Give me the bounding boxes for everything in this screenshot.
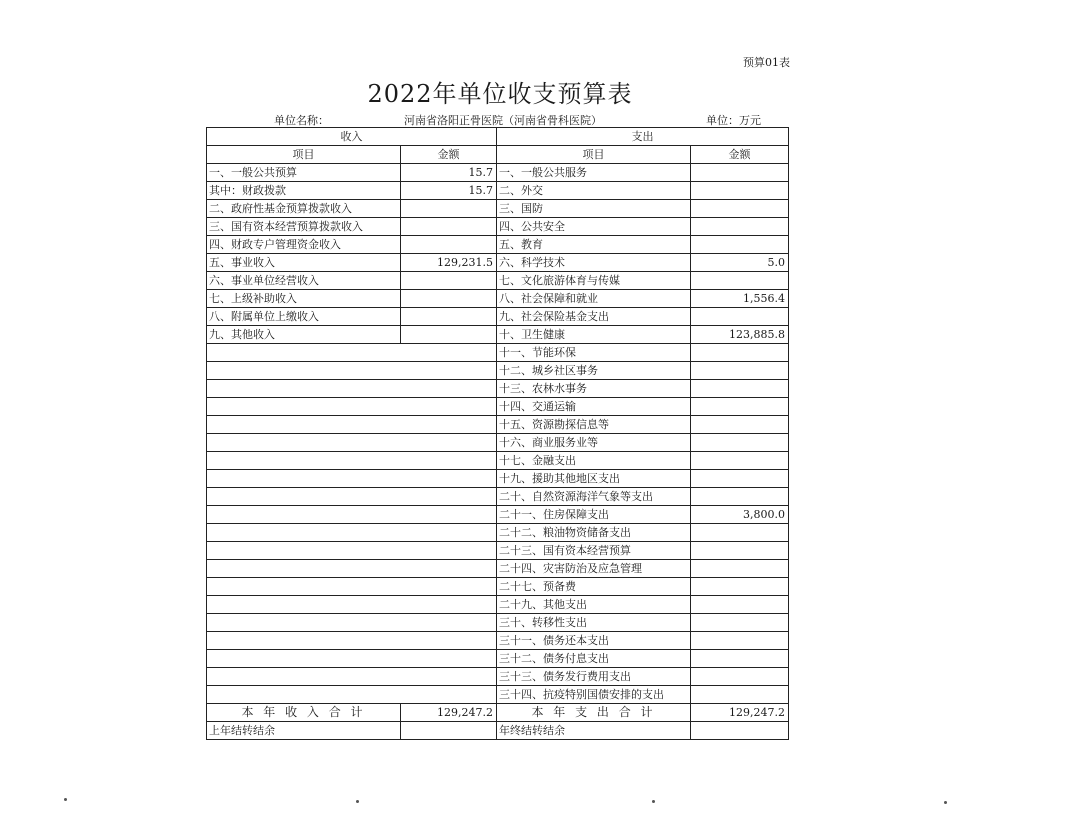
expense-amount-cell	[691, 344, 789, 362]
table-row	[207, 254, 789, 272]
expense-amount-cell	[691, 524, 789, 542]
empty-income-cell	[207, 452, 497, 470]
expense-amount-cell	[691, 182, 789, 200]
table-row	[207, 452, 789, 470]
income-item-cell: 三、国有资本经营预算拨款收入	[207, 218, 401, 236]
expense-item-cell: 三十四、抗疫特别国债安排的支出	[497, 686, 691, 704]
income-total-amount: 129,247.2	[401, 704, 497, 722]
expense-amount-cell	[691, 416, 789, 434]
expense-amount-cell	[691, 650, 789, 668]
expense-amount-cell	[691, 560, 789, 578]
income-item-cell: 五、事业收入	[207, 254, 401, 272]
expense-item-cell: 五、教育	[497, 236, 691, 254]
table-row	[207, 164, 789, 182]
expense-amount-cell	[691, 308, 789, 326]
empty-income-cell	[207, 650, 497, 668]
table-row	[207, 416, 789, 434]
table-row	[207, 524, 789, 542]
expense-item-cell: 三、国防	[497, 200, 691, 218]
table-row	[207, 326, 789, 344]
expense-item-cell: 二十二、粮油物资储备支出	[497, 524, 691, 542]
empty-income-cell	[207, 614, 497, 632]
table-row	[207, 686, 789, 704]
expense-amount-cell	[691, 686, 789, 704]
expense-item-cell: 十一、节能环保	[497, 344, 691, 362]
table-row	[207, 650, 789, 668]
carryover-row	[207, 722, 789, 740]
expense-amount-cell	[691, 164, 789, 182]
income-amount-cell	[401, 326, 497, 344]
expense-item-header: 项目	[497, 146, 691, 164]
income-item-cell: 一、一般公共预算	[207, 164, 401, 182]
table-row	[207, 596, 789, 614]
table-row	[207, 542, 789, 560]
expense-amount-cell	[691, 578, 789, 596]
table-row	[207, 506, 789, 524]
table-row	[207, 434, 789, 452]
empty-income-cell	[207, 434, 497, 452]
expense-amount-header: 金额	[691, 146, 789, 164]
expense-total-amount: 129,247.2	[691, 704, 789, 722]
income-amount-cell	[401, 218, 497, 236]
empty-income-cell	[207, 578, 497, 596]
empty-income-cell	[207, 488, 497, 506]
expense-amount-cell	[691, 218, 789, 236]
expense-item-cell: 十五、资源勘探信息等	[497, 416, 691, 434]
income-section-header: 收入	[207, 128, 497, 146]
expense-item-cell: 二十三、国有资本经营预算	[497, 542, 691, 560]
income-amount-cell: 129,231.5	[401, 254, 497, 272]
empty-income-cell	[207, 416, 497, 434]
table-row	[207, 308, 789, 326]
expense-amount-cell	[691, 470, 789, 488]
unit-label: 单位：万元	[706, 114, 761, 127]
scan-speck	[944, 801, 947, 804]
expense-carryover-label: 年终结转结余	[497, 722, 691, 740]
empty-income-cell	[207, 470, 497, 488]
column-header-row	[207, 146, 789, 164]
unit-name-label: 单位名称：	[274, 114, 329, 127]
empty-income-cell	[207, 362, 497, 380]
expense-item-cell: 二十一、住房保障支出	[497, 506, 691, 524]
expense-item-cell: 三十三、债务发行费用支出	[497, 668, 691, 686]
income-amount-cell: 15.7	[401, 164, 497, 182]
expense-amount-cell	[691, 596, 789, 614]
expense-item-cell: 四、公共安全	[497, 218, 691, 236]
expense-item-cell: 二、外交	[497, 182, 691, 200]
income-item-cell: 八、附属单位上缴收入	[207, 308, 401, 326]
income-amount-cell	[401, 272, 497, 290]
section-header-row	[207, 128, 789, 146]
expense-item-cell: 十七、金融支出	[497, 452, 691, 470]
table-row	[207, 560, 789, 578]
expense-item-cell: 十二、城乡社区事务	[497, 362, 691, 380]
expense-amount-cell	[691, 236, 789, 254]
expense-item-cell: 三十、转移性支出	[497, 614, 691, 632]
income-carryover-label: 上年结转结余	[207, 722, 401, 740]
table-row	[207, 200, 789, 218]
income-amount-header: 金额	[401, 146, 497, 164]
income-item-cell: 四、财政专户管理资金收入	[207, 236, 401, 254]
table-row	[207, 236, 789, 254]
table-row	[207, 614, 789, 632]
income-amount-cell: 15.7	[401, 182, 497, 200]
expense-item-cell: 十三、农林水事务	[497, 380, 691, 398]
page-title: 2022年单位收支预算表	[367, 80, 633, 108]
table-row	[207, 290, 789, 308]
expense-item-cell: 七、文化旅游体育与传媒	[497, 272, 691, 290]
expense-item-cell: 二十七、预备费	[497, 578, 691, 596]
expense-amount-cell	[691, 668, 789, 686]
expense-carryover-amount	[691, 722, 789, 740]
empty-income-cell	[207, 668, 497, 686]
empty-income-cell	[207, 524, 497, 542]
income-item-cell: 九、其他收入	[207, 326, 401, 344]
empty-income-cell	[207, 344, 497, 362]
table-row	[207, 578, 789, 596]
expense-amount-cell	[691, 542, 789, 560]
empty-income-cell	[207, 596, 497, 614]
expense-section-header: 支出	[497, 128, 789, 146]
scan-speck	[356, 800, 359, 803]
expense-amount-cell	[691, 398, 789, 416]
scan-speck	[64, 798, 67, 801]
expense-item-cell: 二十九、其他支出	[497, 596, 691, 614]
expense-amount-cell	[691, 200, 789, 218]
expense-amount-cell	[691, 362, 789, 380]
form-code: 预算01表	[743, 56, 790, 69]
unit-name-value: 河南省洛阳正骨医院（河南省骨科医院）	[404, 114, 602, 127]
table-row	[207, 380, 789, 398]
expense-amount-cell: 5.0	[691, 254, 789, 272]
expense-amount-cell: 3,800.0	[691, 506, 789, 524]
expense-item-cell: 六、科学技术	[497, 254, 691, 272]
income-item-cell: 其中：财政拨款	[207, 182, 401, 200]
expense-amount-cell: 1,556.4	[691, 290, 789, 308]
table-row	[207, 632, 789, 650]
total-row	[207, 704, 789, 722]
table-row	[207, 344, 789, 362]
expense-item-cell: 三十一、债务还本支出	[497, 632, 691, 650]
expense-amount-cell	[691, 452, 789, 470]
empty-income-cell	[207, 398, 497, 416]
income-amount-cell	[401, 290, 497, 308]
budget-table	[206, 127, 789, 740]
expense-total-label: 本 年 支 出 合 计	[497, 704, 691, 722]
expense-item-cell: 九、社会保险基金支出	[497, 308, 691, 326]
expense-item-cell: 二十、自然资源海洋气象等支出	[497, 488, 691, 506]
table-row	[207, 470, 789, 488]
expense-amount-cell: 123,885.8	[691, 326, 789, 344]
empty-income-cell	[207, 686, 497, 704]
income-amount-cell	[401, 200, 497, 218]
table-row	[207, 362, 789, 380]
expense-item-cell: 十、卫生健康	[497, 326, 691, 344]
table-row	[207, 668, 789, 686]
table-row	[207, 218, 789, 236]
expense-item-cell: 十六、商业服务业等	[497, 434, 691, 452]
expense-amount-cell	[691, 380, 789, 398]
expense-amount-cell	[691, 272, 789, 290]
income-item-cell: 六、事业单位经营收入	[207, 272, 401, 290]
meta-row	[206, 112, 788, 128]
expense-amount-cell	[691, 488, 789, 506]
expense-item-cell: 十四、交通运输	[497, 398, 691, 416]
expense-amount-cell	[691, 614, 789, 632]
empty-income-cell	[207, 542, 497, 560]
income-item-cell: 二、政府性基金预算拨款收入	[207, 200, 401, 218]
expense-item-cell: 二十四、灾害防治及应急管理	[497, 560, 691, 578]
table-row	[207, 182, 789, 200]
income-item-header: 项目	[207, 146, 401, 164]
expense-item-cell: 一、一般公共服务	[497, 164, 691, 182]
empty-income-cell	[207, 560, 497, 578]
expense-amount-cell	[691, 632, 789, 650]
income-total-label: 本 年 收 入 合 计	[207, 704, 401, 722]
empty-income-cell	[207, 380, 497, 398]
expense-item-cell: 八、社会保障和就业	[497, 290, 691, 308]
income-carryover-amount	[401, 722, 497, 740]
income-amount-cell	[401, 236, 497, 254]
expense-amount-cell	[691, 434, 789, 452]
expense-item-cell: 十九、援助其他地区支出	[497, 470, 691, 488]
table-row	[207, 272, 789, 290]
table-row	[207, 488, 789, 506]
income-amount-cell	[401, 308, 497, 326]
income-item-cell: 七、上级补助收入	[207, 290, 401, 308]
empty-income-cell	[207, 506, 497, 524]
scan-speck	[652, 800, 655, 803]
empty-income-cell	[207, 632, 497, 650]
expense-item-cell: 三十二、债务付息支出	[497, 650, 691, 668]
table-row	[207, 398, 789, 416]
